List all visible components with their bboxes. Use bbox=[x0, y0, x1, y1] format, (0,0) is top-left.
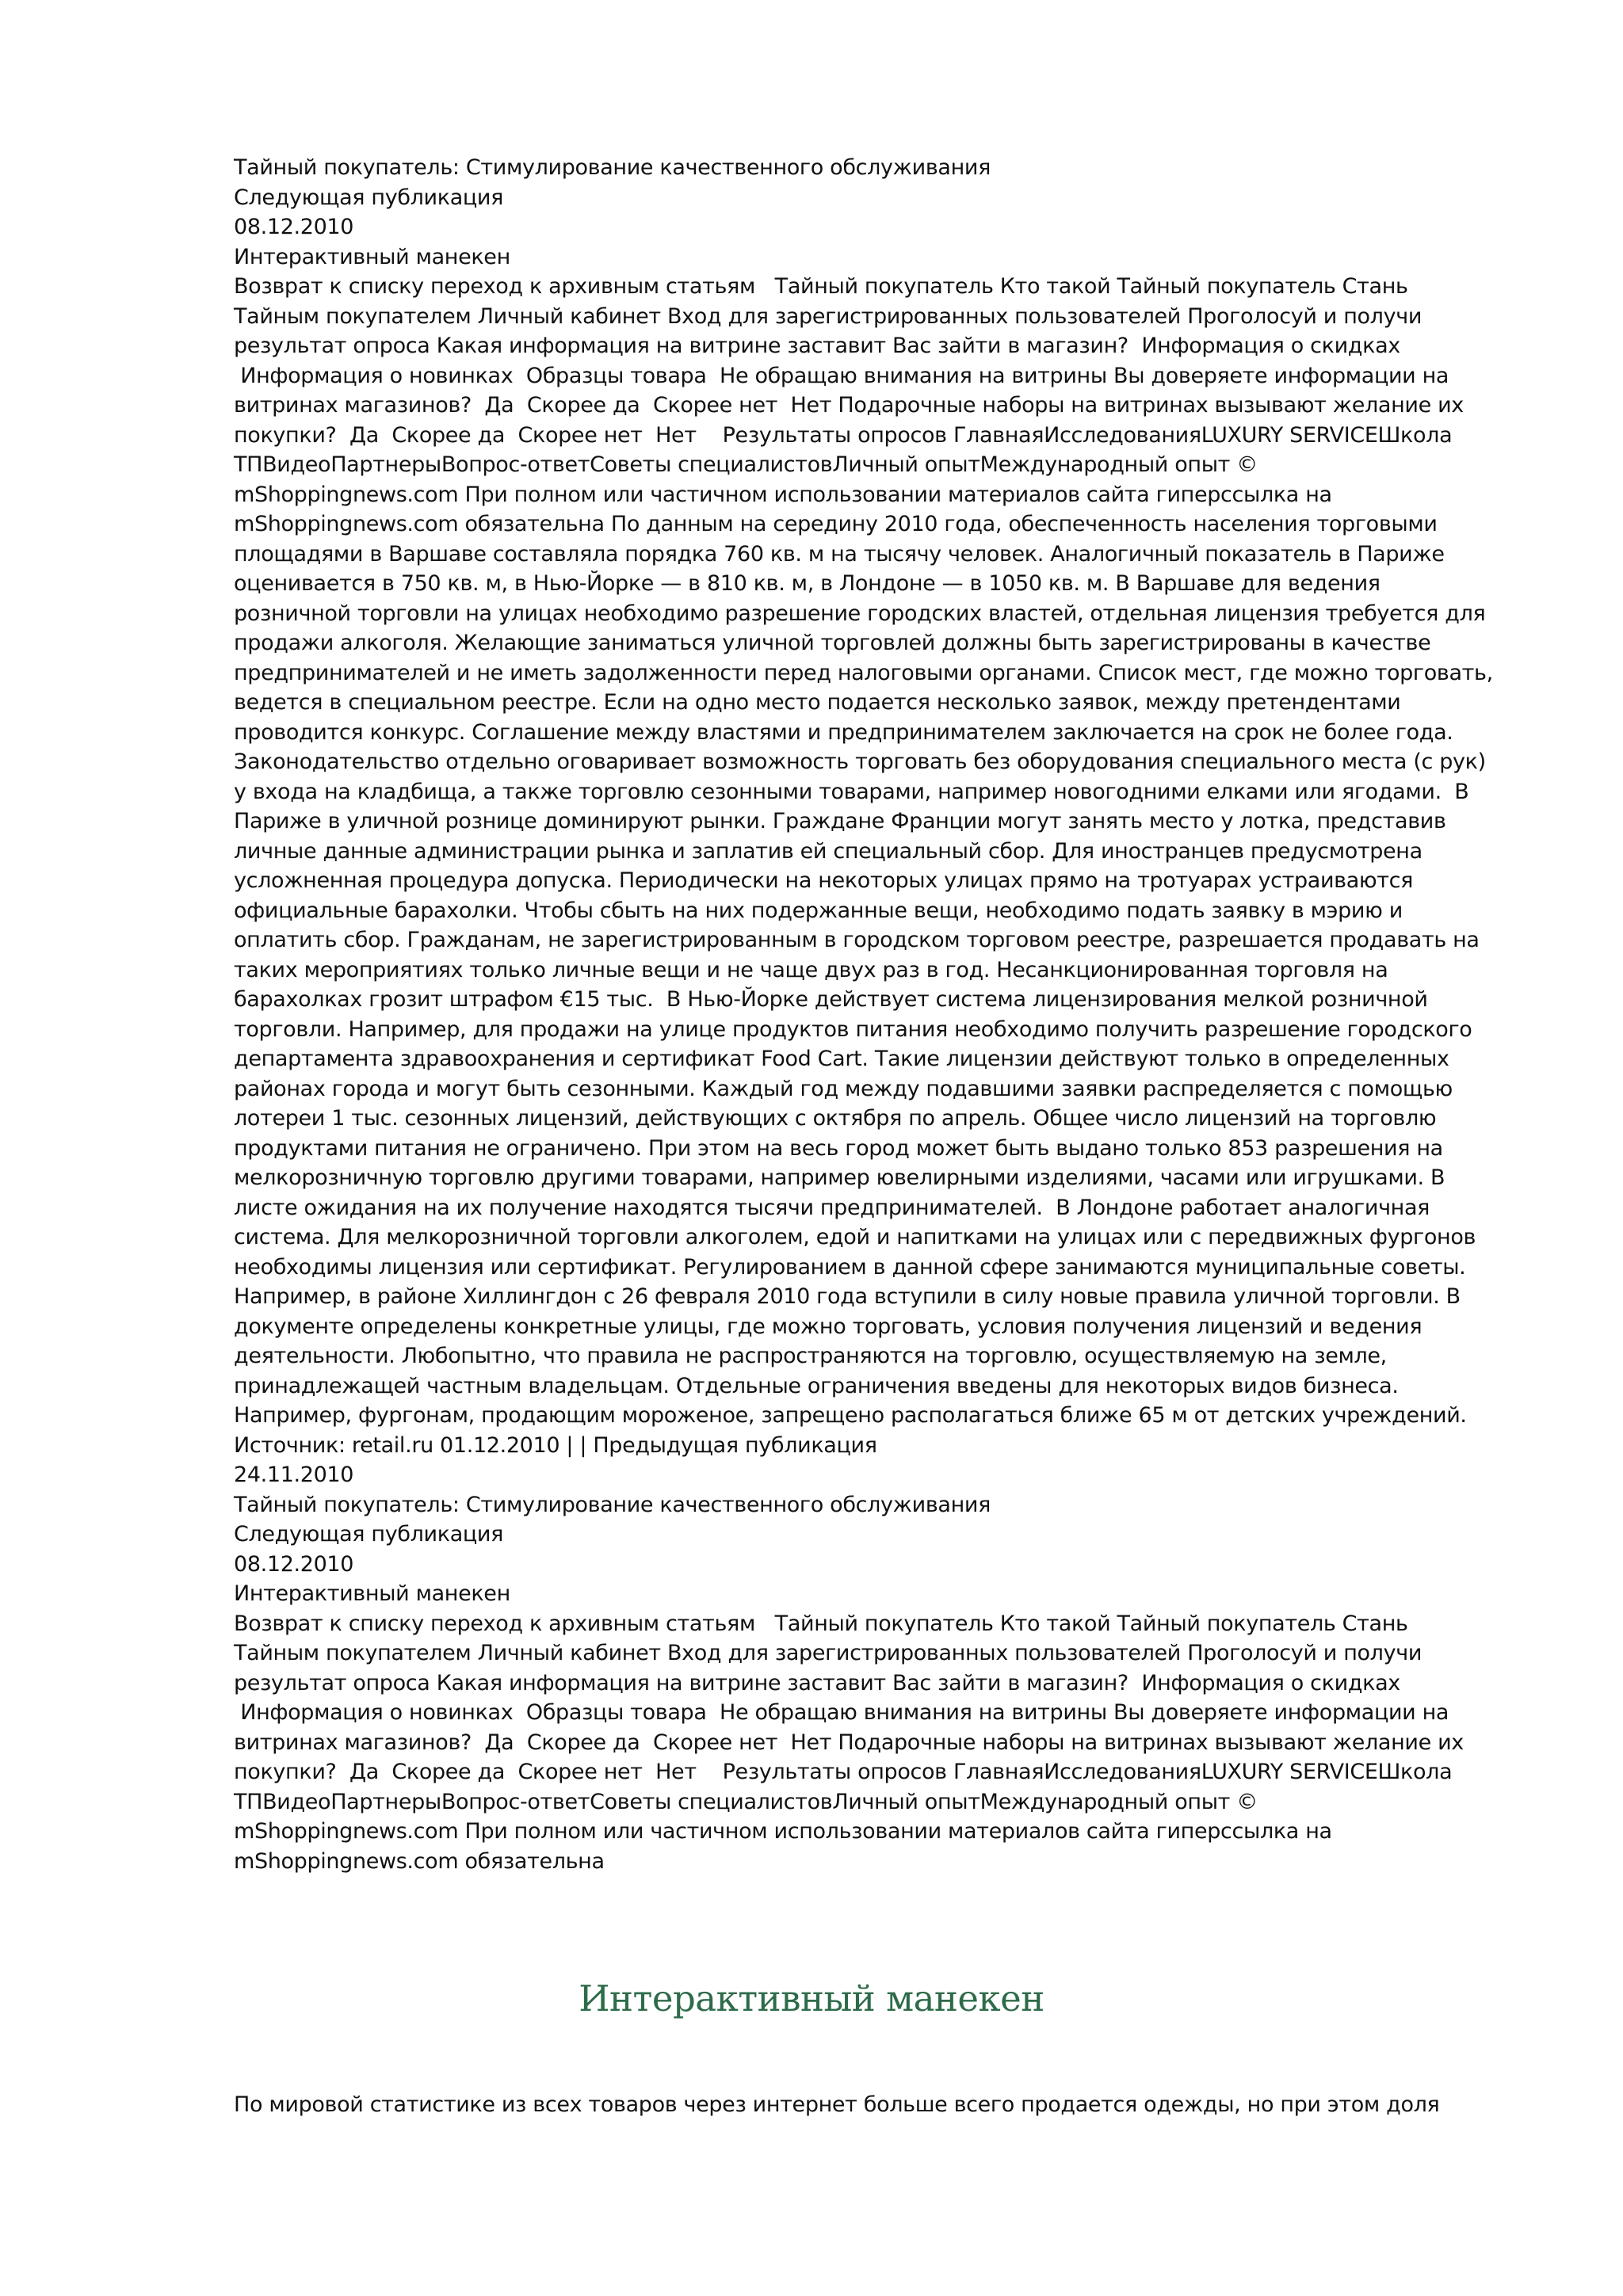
text-line: Возврат к списку переход к архивным статьям Тайный покупатель Кто такой Тайный покупатель Стань bbox=[234, 1611, 1408, 1636]
text-line: Информация о новинках Образцы товара Не обращаю внимания на витрины Вы доверяете информации на bbox=[234, 1700, 1449, 1725]
text-line: результат опроса Какая информация на витрине заставит Вас зайти в магазин? Информация о скидках bbox=[234, 334, 1400, 358]
text-line: mShoppingnews.com При полном или частичном использовании материалов сайта гиперссылка на bbox=[234, 1819, 1332, 1844]
text-line: mShoppingnews.com обязательна bbox=[234, 1848, 605, 1874]
text-line: ведется в специальном реестре. Если на одно место подается несколько заявок, между претендентами bbox=[234, 690, 1401, 715]
text-line: продуктами питания не ограничено. При этом на весь город может быть выдано только 853 разрешения на bbox=[234, 1135, 1443, 1161]
section-heading: Интерактивный манекен bbox=[579, 1978, 1044, 2019]
text-line: необходимы лицензия или сертификат. Регулированием в данной сфере занимаются муниципальные советы. bbox=[234, 1254, 1466, 1280]
text-line: 08.12.2010 bbox=[234, 1551, 354, 1577]
text-line: лотереи 1 тыс. сезонных лицензий, действующих с октября по апрель. Общее число лицензий на торговлю bbox=[234, 1106, 1437, 1131]
text-line: mShoppingnews.com обязательна По данным на середину 2010 года, обеспеченность населения торговыми bbox=[234, 512, 1438, 536]
text-line: таких мероприятиях только личные вещи и не чаще двух раз в год. Несанкционированная торговля на bbox=[234, 957, 1388, 982]
text-line: барахолках грозит штрафом €15 тыс. В Нью-Йорке действует система лицензирования мелкой розничной bbox=[234, 987, 1428, 1012]
text-line: проводится конкурс. Соглашение между властями и предпринимателем заключается на срок не более года. bbox=[234, 719, 1453, 745]
text-line: Тайным покупателем Личный кабинет Вход для зарегистрированных пользователей Проголосуй и получи bbox=[234, 1641, 1423, 1665]
text-line: усложненная процедура допуска. Периодически на некоторых улицах прямо на тротуарах устраиваются bbox=[234, 868, 1414, 893]
text-line: Париже в уличной рознице доминируют рынки. Граждане Франции могут занять место у лотка, представив bbox=[234, 809, 1446, 833]
text-line: мелкорозничную торговлю другими товарами, например ювелирными изделиями, часами или игрушками. В bbox=[234, 1165, 1445, 1190]
text-line: Интерактивный манекен bbox=[234, 244, 510, 269]
text-line: официальные барахолки. Чтобы сбыть на них подержанные вещи, необходимо подать заявку в мэрию и bbox=[234, 898, 1403, 923]
text-line: оплатить сбор. Гражданам, не зарегистрированным в городском торговом реестре, разрешается продавать на bbox=[234, 928, 1480, 952]
text-line: 08.12.2010 bbox=[234, 215, 354, 239]
text-line: Интерактивный манекен bbox=[234, 1581, 510, 1606]
text-line: Законодательство отдельно оговаривает возможность торговать без оборудования специального места (с рук) bbox=[234, 749, 1486, 774]
text-line: районах города и могут быть сезонными. Каждый год между подавшими заявки распределяется с помощью bbox=[234, 1076, 1453, 1101]
text-line: Тайный покупатель: Стимулирование качественного обслуживания bbox=[234, 155, 991, 180]
text-line: Возврат к списку переход к архивным статьям Тайный покупатель Кто такой Тайный покупатель Стань bbox=[234, 274, 1408, 299]
text-line: у входа на кладбища, а также торговлю сезонными товарами, например новогодними елками или ягодами. В bbox=[234, 779, 1469, 804]
text-line: департамента здравоохранения и сертификат Food Cart. Такие лицензии действуют только в определенных bbox=[234, 1047, 1449, 1071]
text-line: Информация о новинках Образцы товара Не обращаю внимания на витрины Вы доверяете информации на bbox=[234, 363, 1449, 388]
text-line: витринах магазинов? Да Скорее да Скорее нет Нет Подарочные наборы на витринах вызывают желание их bbox=[234, 393, 1464, 418]
text-line: покупки? Да Скорее да Скорее нет Нет Результаты опросов ГлавнаяИсследованияLUXURY SERVICEШкола bbox=[234, 1760, 1453, 1784]
text-line: Следующая публикация bbox=[234, 1522, 504, 1547]
article-text bbox=[234, 153, 1518, 1876]
text-line: документе определены конкретные улицы, где можно торговать, условия получения лицензий и ведения bbox=[234, 1314, 1423, 1339]
text-line: витринах магазинов? Да Скорее да Скорее нет Нет Подарочные наборы на витринах вызывают желание их bbox=[234, 1730, 1464, 1755]
text-line: Тайным покупателем Личный кабинет Вход для зарегистрированных пользователей Проголосуй и получи bbox=[234, 303, 1423, 329]
text-line: продажи алкоголя. Желающие заниматься уличной торговлей должны быть зарегистрированы в качестве bbox=[234, 631, 1431, 655]
text-line: Тайный покупатель: Стимулирование качественного обслуживания bbox=[234, 1492, 991, 1517]
text-line: розничной торговли на улицах необходимо разрешение городских властей, отдельная лицензия требуется для bbox=[234, 601, 1486, 626]
text-line: 24.11.2010 bbox=[234, 1463, 354, 1487]
text-line: предпринимателей и не иметь задолженности перед налоговыми органами. Список мест, где можно торговать, bbox=[234, 660, 1493, 685]
text-line: принадлежащей частным владельцам. Отдельные ограничения введены для некоторых видов бизнеса. bbox=[234, 1373, 1399, 1398]
text-line: ТПВидеоПартнерыВопрос-ответСоветы специалистовЛичный опытМеждународный опыт © bbox=[234, 1789, 1258, 1814]
text-line: система. Для мелкорозничной торговли алкоголем, едой и напитками на улицах или с передвижных фургонов bbox=[234, 1225, 1476, 1249]
text-line: результат опроса Какая информация на витрине заставит Вас зайти в магазин? Информация о скидках bbox=[234, 1670, 1400, 1695]
text-line: Например, фургонам, продающим мороженое, запрещено располагаться ближе 65 м от детских учреждений. bbox=[234, 1403, 1467, 1428]
text-line: деятельности. Любопытно, что правила не распространяются на торговлю, осуществляемую на земле, bbox=[234, 1344, 1387, 1368]
text-line: ТПВидеоПартнерыВопрос-ответСоветы специалистовЛичный опытМеждународный опыт © bbox=[234, 452, 1258, 477]
text-line: торговли. Например, для продажи на улице продуктов питания необходимо получить разрешение городского bbox=[234, 1016, 1472, 1042]
text-line: листе ожидания на их получение находятся тысячи предпринимателей. В Лондоне работает аналогичная bbox=[234, 1195, 1430, 1220]
text-line: оценивается в 750 кв. м, в Нью-Йорке — в 810 кв. м, в Лондоне — в 1050 кв. м. В Варшаве для ведения bbox=[234, 571, 1381, 596]
text-line: mShoppingnews.com При полном или частичном использовании материалов сайта гиперссылка на bbox=[234, 482, 1332, 507]
text-line: Источник: retail.ru 01.12.2010 | | Предыдущая публикация bbox=[234, 1432, 877, 1458]
text-line: покупки? Да Скорее да Скорее нет Нет Результаты опросов ГлавнаяИсследованияLUXURY SERVICEШкола bbox=[234, 422, 1453, 448]
text-line: личные данные администрации рынка и заплатив ей специальный сбор. Для иностранцев предусмотрена bbox=[234, 838, 1423, 864]
section-intro-text: По мировой статистике из всех товаров через интернет больше всего продается одежды, но при этом доля bbox=[234, 2092, 1440, 2117]
text-line: Например, в районе Хиллингдон с 26 февраля 2010 года вступили в силу новые правила уличной торговли. В bbox=[234, 1284, 1461, 1309]
text-line: Следующая публикация bbox=[234, 185, 504, 210]
text-line: площадями в Варшаве составляла порядка 760 кв. м на тысячу человек. Аналогичный показатель в Париже bbox=[234, 541, 1445, 566]
